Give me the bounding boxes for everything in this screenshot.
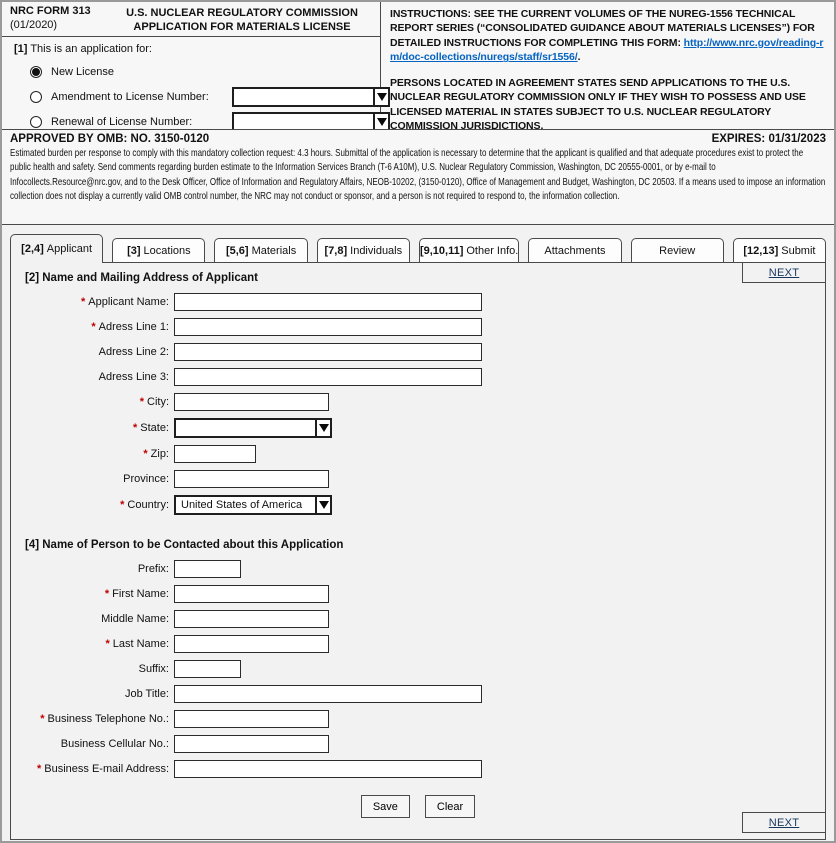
tab-other-info[interactable]: [9,10,11] Other Info. [419,238,519,262]
zip-label: * Zip: [143,448,169,460]
country-row [11,495,825,515]
job-title-label: Job Title: [124,688,169,700]
middle-name-input[interactable] [174,610,329,628]
business-email-row [11,760,825,778]
application-type-heading-text: This is an application for: [30,43,152,55]
applicant-tab-panel [10,262,826,840]
city-label: * City: [139,396,169,408]
tab-individuals[interactable]: [7,8] Individuals [317,238,410,262]
instructions-paragraph-2: PERSONS LOCATED IN AGREEMENT STATES SEND APPLICATIONS TO THE U.S. NUCLEAR REGULATORY COMMISSION ONLY IF THEY WISH TO POSSESS AND USE LICENSED MATERIAL IN STATES SUBJECT TO U.S. NUCLEAR REGULATORY COMMISSION JURISDICTIONS. [390,76,806,130]
job-title-row [11,685,825,703]
required-marker: * [132,422,138,434]
amendment-license-select[interactable] [232,87,390,107]
last-name-input[interactable] [174,635,329,653]
section2-title: [2] Name and Mailing Address of Applicant [25,272,259,284]
omb-burden-statement: Estimated burden per response to comply with this mandatory collection request: 4.3 hours. Submittal of the application is necessary to determine that the applicant is qualified and that adequate procedures exist to protect the public health and safety. Send comments regarding burden estimate to the Information Services Branch (T-6 A10M), U.S. Nuclear Regulatory Commission, Washington, DC 20555-0001, or by e-mail to Infocollects.Resource@nrc.gov, and to the Desk Officer, Office of Information and Regulatory Affairs, NEOB-10202, (3150-0120), Office of Management and Budget, Washington, DC 20503. If a means used to impose an information collection does not display a currently valid OMB control number, the NRC may not conduct or sponsor, and a person is not required to respond to, the information collection. [10,147,826,202]
header-title-bar [2,2,380,37]
section4-title: [4] Name of Person to be Contacted about this Application [25,539,344,551]
renewal-radio[interactable] [30,116,42,128]
tab-materials[interactable]: [5,6] Materials [214,238,307,262]
form-revision: (01/2020) [10,18,58,31]
tabbed-content [2,225,834,840]
prefix-label: Prefix: [137,563,169,575]
business-email-label: * Business E-mail Address: [37,763,169,775]
omb-approval: APPROVED BY OMB: NO. 3150-0120 [10,133,210,145]
province-label: Province: [123,473,169,485]
required-marker: * [143,448,148,460]
new-license-label: New License [51,66,114,78]
amendment-license-select-value [234,89,373,105]
address-line-1-label: * Adress Line 1: [91,321,169,333]
applicant-name-row [11,293,825,311]
dropdown-arrow-icon [315,497,330,513]
dropdown-arrow-icon [373,114,388,130]
suffix-label: Suffix: [138,663,169,675]
state-select-value [176,420,315,436]
address-line-3-label: Adress Line 3: [98,371,169,383]
country-label: * Country: [120,499,169,511]
amendment-radio[interactable] [30,91,42,103]
required-marker: * [104,588,110,600]
address-line-3-row [11,368,825,386]
prefix-input[interactable] [174,560,241,578]
business-cellular-input[interactable] [174,735,329,753]
required-marker: * [139,396,144,408]
business-cellular-label: Business Cellular No.: [60,738,169,750]
next-link-bottom[interactable]: NEXT [768,816,800,829]
renewal-license-select-value [234,114,373,130]
form-tabs [10,234,826,262]
business-telephone-label: * Business Telephone No.: [40,713,169,725]
form-actions [11,795,825,818]
application-type-heading-number: [1] [14,43,28,55]
last-name-row [11,635,825,653]
middle-name-row [11,610,825,628]
agency-name: U.S. NUCLEAR REGULATORY COMMISSION [126,7,358,19]
required-marker: * [37,763,42,775]
address-line-1-row [11,318,825,336]
business-cellular-row [11,735,825,753]
form-title-block [110,5,374,35]
form-header [2,2,834,130]
dropdown-arrow-icon [373,89,388,105]
city-row [11,393,825,411]
tab-applicant[interactable]: [2,4] Applicant [10,234,103,263]
next-button-bottom[interactable] [742,812,826,833]
application-type-heading [14,43,374,55]
instructions-paragraph-1: INSTRUCTIONS: SEE THE CURRENT VOLUMES OF THE NUREG-1556 TECHNICAL REPORT SERIES (“CONSOLIDATED GUIDANCE ABOUT MATERIALS LICENSES”) FOR DETAILED INSTRUCTIONS FOR COMPLETING THIS FORM: http://www.nrc.gov/reading-rm/doc-collections/nuregs/staff/sr1556/. [390,8,824,64]
last-name-label: * Last Name: [105,638,169,650]
country-select[interactable] [174,495,332,515]
clear-button[interactable]: Clear [425,795,475,818]
tab-review[interactable]: Review [631,238,724,262]
application-type-section [2,37,380,130]
state-label: * State: [132,422,169,434]
country-select-value: United States of America [181,499,303,511]
zip-input[interactable] [174,445,256,463]
required-marker: * [105,638,110,650]
dropdown-arrow-icon [315,420,330,436]
middle-name-label: Middle Name: [101,613,169,625]
renewal-label: Renewal of License Number: [51,116,193,128]
next-link-top[interactable]: NEXT [768,266,800,279]
form-title: APPLICATION FOR MATERIALS LICENSE [133,21,351,34]
business-telephone-input[interactable] [174,710,329,728]
first-name-input[interactable] [174,585,329,603]
header-left-panel [2,2,381,129]
tab-locations[interactable]: [3] Locations [112,238,205,262]
prefix-row [11,560,825,578]
address-line-2-row [11,343,825,361]
applicant-name-input[interactable] [174,293,482,311]
required-marker: * [120,499,125,511]
next-button-top[interactable] [742,262,826,283]
new-license-radio[interactable] [30,66,42,78]
address-line-2-label: Adress Line 2: [98,346,169,358]
province-row [11,470,825,488]
first-name-row [11,585,825,603]
radio-row-amendment [30,87,374,107]
address-line-3-input[interactable] [174,368,482,386]
address-line-1-input[interactable] [174,318,482,336]
suffix-row [11,660,825,678]
state-select[interactable] [174,418,332,438]
suffix-input[interactable] [174,660,241,678]
business-email-input[interactable] [174,760,482,778]
radio-row-renewal [30,112,374,130]
form-number: NRC FORM 313 [10,5,91,17]
address-line-2-input[interactable] [174,343,482,361]
form-id-block [10,5,110,33]
business-telephone-row [11,710,825,728]
required-marker: * [81,296,86,308]
save-button[interactable]: Save [361,795,410,818]
omb-header-row [10,133,826,145]
required-marker: * [91,321,96,333]
province-input[interactable] [174,470,329,488]
amendment-label: Amendment to License Number: [51,91,209,103]
renewal-license-select[interactable] [232,112,390,130]
city-input[interactable] [174,393,329,411]
instructions-panel [381,2,834,129]
tab-attachments[interactable]: Attachments [528,238,621,262]
omb-expires: EXPIRES: 01/31/2023 [711,133,826,145]
required-marker: * [40,713,45,725]
first-name-label: * First Name: [104,588,169,600]
instructions-link[interactable]: http://www.nrc.gov/reading-rm/doc-collections/nuregs/staff/sr1556/ [390,36,824,64]
zip-row [11,445,825,463]
tab-submit[interactable]: [12,13] Submit [733,238,826,262]
state-row [11,418,825,438]
job-title-input[interactable] [174,685,482,703]
omb-section [2,130,834,225]
applicant-name-label: * Applicant Name: [81,296,169,308]
radio-row-new-license [30,62,374,82]
